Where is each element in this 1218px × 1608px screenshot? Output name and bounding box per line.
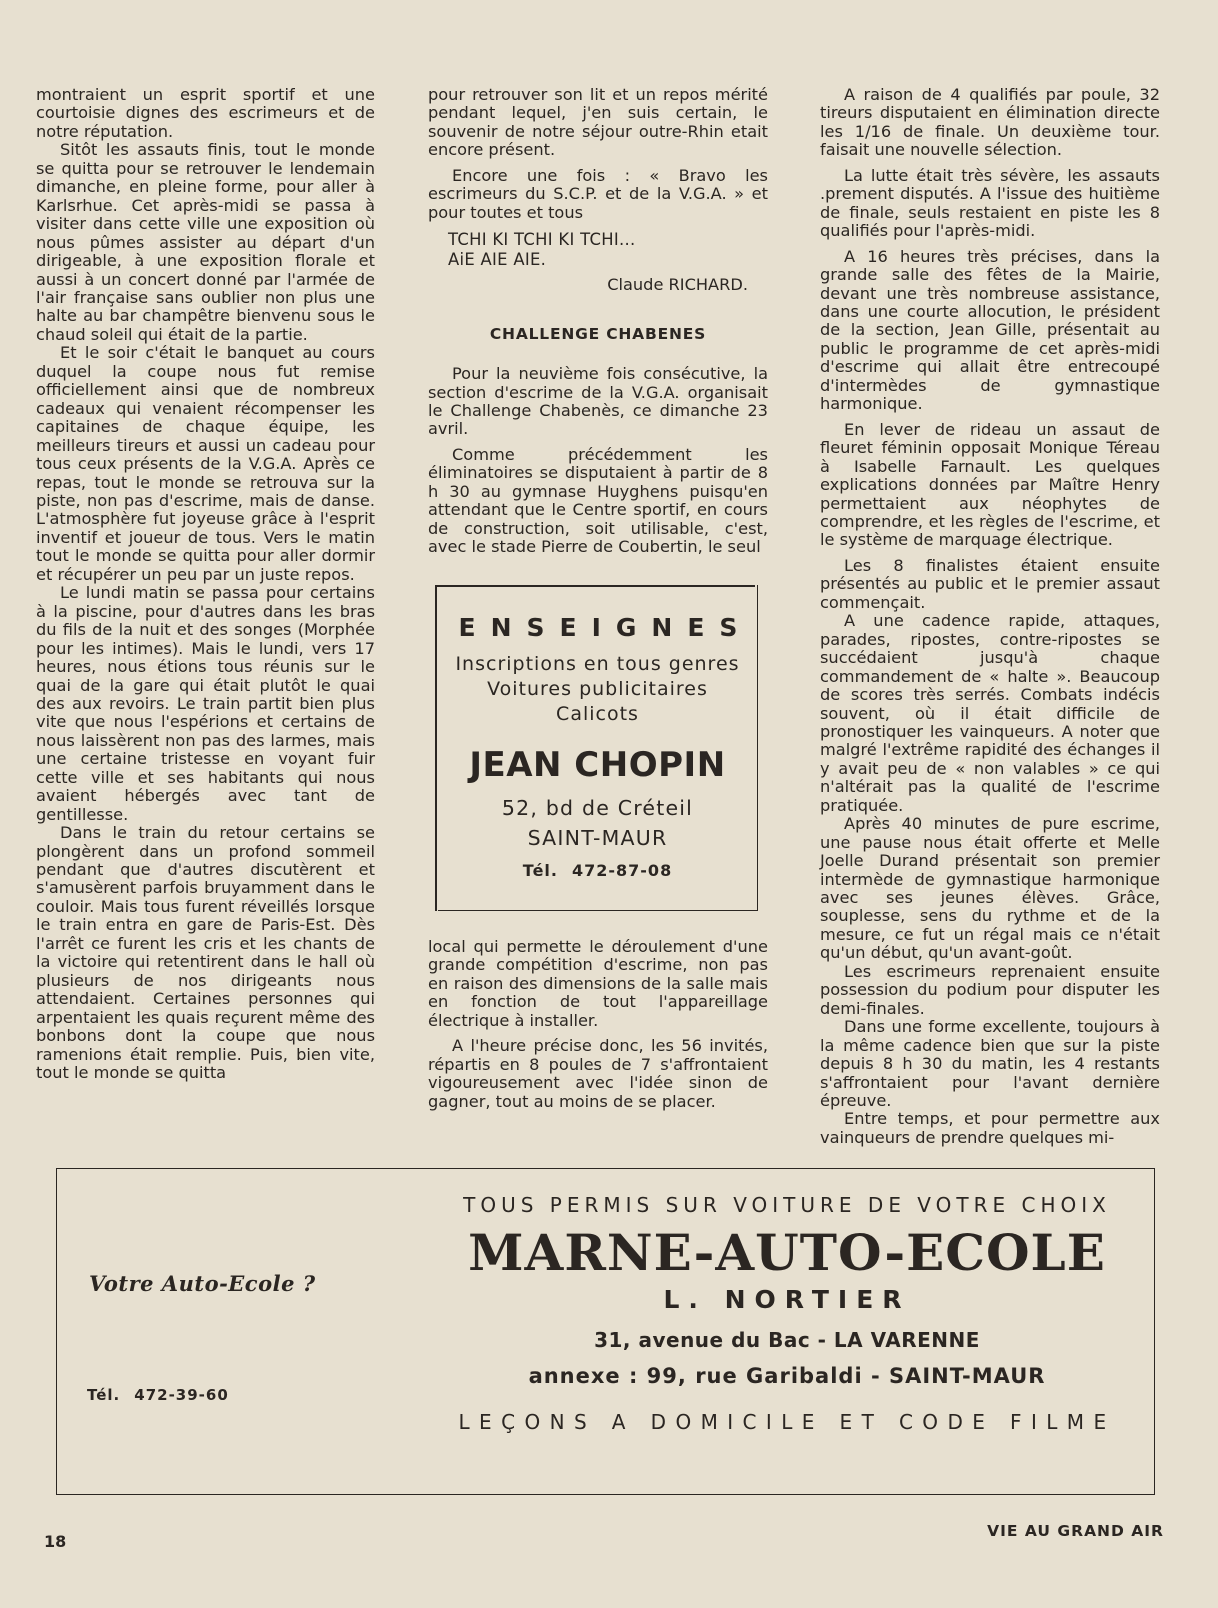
ad-address: 31, avenue du Bac - LA VARENNE xyxy=(594,1328,980,1352)
paragraph: pour retrouver son lit et un repos mérité pendant lequel, j'en suis certain, le souvenir de notre séjour outre-Rhin etait encore présent. xyxy=(428,85,768,160)
article-column-2-bottom xyxy=(428,938,768,1111)
ad-business-name: MARNE-AUTO-ECOLE xyxy=(468,1223,1106,1282)
chant-line: AiE AIE AIE. xyxy=(448,250,547,270)
ad-line: Inscriptions en tous genres xyxy=(455,653,740,675)
ad-address: 52, bd de Créteil xyxy=(501,796,694,820)
paragraph: montraient un esprit sportif et une courtoisie dignes des escrimeurs et de notre réputation. xyxy=(36,85,375,141)
ad-tagline: TOUS PERMIS SUR VOITURE DE VOTRE CHOIX xyxy=(463,1193,1111,1217)
author-signature: Claude RICHARD. xyxy=(607,275,748,295)
phone-label: Tél. xyxy=(87,1386,121,1404)
running-footer-title: VIE AU GRAND AIR xyxy=(987,1522,1164,1540)
paragraph: A 16 heures très précises, dans la grande salle des fêtes de la Mairie, devant une très nombreuse assistance, dans une courte allocution, le président de la section, Jean Gille, présentait au public le programme de cet après-midi d'escrime qui allait être entrecoupé d'intermèdes de gymnastique harmonique. xyxy=(820,246,1160,414)
advertisement-enseignes xyxy=(438,585,758,911)
advertisement-auto-ecole xyxy=(56,1168,1155,1495)
paragraph: Encore une fois : « Bravo les escrimeurs du S.C.P. et de la V.G.A. » et pour toutes et tous xyxy=(428,165,768,222)
ad-line: Calicots xyxy=(556,703,639,725)
page-number: 18 xyxy=(44,1532,67,1551)
paragraph: Après 40 minutes de pure escrime, une pause nous était offerte et Melle Joelle Durand présentait son premier intermède de gymnastique harmonique avec ses jeunes élèves. Grâce, souplesse, sens du rythme et de la mesure, ce fut un régal mais ce n'était qu'un début, qu'un avant-goût. xyxy=(820,814,1160,963)
paragraph: Les 8 finalistes étaient ensuite présentés au public et le premier assaut commençait. xyxy=(820,555,1160,612)
paragraph: Comme précédemment les éliminatoires se disputaient à partir de 8 h 30 au gymnase Huyghens puisqu'en attendant que le Centre sportif, en cours de construction, soit utilisable, c'est, avec le stade Pierre de Coubertin, le seul xyxy=(428,444,768,557)
ad-annex-address: annexe : 99, rue Garibaldi - SAINT-MAUR xyxy=(528,1364,1046,1388)
ad-footer-line: LEÇONS A DOMICILE ET CODE FILME xyxy=(458,1410,1116,1434)
paragraph: Et le soir c'était le banquet au cours duquel la coupe nous fut remise officiellement ainsi que de nombreux cadeaux qui venaient récompenser les capitaines de chaque équipe, les meilleurs tireurs et aussi un cadeau pour tous ceux présents de la V.G.A. Après ce repas, tout le monde se retrouva sur la piste, non pas d'escrime, mais de danse. L'atmosphère fut joyeuse grâce à l'esprit inventif et joueur de tous. Vers le matin tout le monde se quitta pour aller dormir et récupérer un peu par un juste repos. xyxy=(36,343,375,584)
phone-label: Tél. xyxy=(522,861,558,880)
paragraph: Pour la neuvième fois consécutive, la section d'escrime de la V.G.A. organisait le Challenge Chabenès, ce dimanche 23 avril. xyxy=(428,364,768,439)
paragraph: Entre temps, et pour permettre aux vainqueurs de prendre quelques mi- xyxy=(820,1109,1160,1147)
section-heading: CHALLENGE CHABENES xyxy=(489,324,707,343)
paragraph: Les escrimeurs reprenaient ensuite possession du podium pour disputer les demi-finales. xyxy=(820,961,1160,1018)
ad-city: SAINT-MAUR xyxy=(527,826,668,850)
chant-line: TCHI KI TCHI KI TCHI... xyxy=(448,230,636,250)
ad-phone xyxy=(87,1386,229,1404)
phone-number: 472-39-60 xyxy=(134,1386,229,1404)
paragraph: En lever de rideau un assaut de fleuret féminin opposait Monique Téreau à Isabelle Farnault. Les quelques explications données par Maître Henry permettaient aux néophytes de comprendre, et les règles de l'escrime, et le système de marquage électrique. xyxy=(820,419,1160,550)
ad-phone xyxy=(438,861,757,880)
ad-border xyxy=(435,587,437,911)
paragraph: A une cadence rapide, attaques, parades, ripostes, contre-ripostes se succédaient jusqu'à chaque commandement de « halte ». Beaucoup de scores très serrés. Combats indécis souvent, où il était difficile de pronostiquer les vainqueurs. A noter que malgré l'extrême rapidité des échanges il y avait peu de « non valables » ce qui n'altérait pas la qualité de l'escrime pratiquée. xyxy=(820,611,1160,815)
phone-number: 472-87-08 xyxy=(571,861,673,880)
ad-question: Votre Auto-Ecole ? xyxy=(89,1271,316,1296)
article-column-1 xyxy=(36,86,375,1082)
ad-line: Voitures publicitaires xyxy=(487,678,708,700)
ad-main-block xyxy=(427,1169,1147,1434)
ad-owner: L. NORTIER xyxy=(663,1285,911,1314)
ad-business-name: JEAN CHOPIN xyxy=(469,745,726,785)
ad-title: ENSEIGNES xyxy=(458,613,753,642)
paragraph: La lutte était très sévère, les assauts .prement disputés. A l'issue des huitième de finale, seuls restaient en piste les 8 qualifiés pour l'après-midi. xyxy=(820,165,1160,241)
paragraph: Dans une forme excellente, toujours à la même cadence bien que sur la piste depuis 8 h 30 du matin, les 4 restants s'affrontaient pour l'avant dernière épreuve. xyxy=(820,1017,1160,1111)
paragraph: Le lundi matin se passa pour certains à la piscine, pour d'autres dans les bras du fils de la nuit et des songes (Morphée pour les intimes). Mais le lundi, vers 17 heures, nous étions tous réunis sur le quai de la gare qui était plutôt le quai des aux revoirs. Le train partit bien plus vite que nous l'espérions et certains de nous laissèrent non pas des larmes, mais une certaine tristesse en voyant fuir cette ville et ses habitants qui nous avaient hébergés avec tant de gentillesse. xyxy=(36,583,375,824)
article-column-3 xyxy=(820,86,1160,1147)
paragraph: Sitôt les assauts finis, tout le monde se quitta pour se retrouver le lendemain dimanche, en pleine forme, pour aller à Karlsrhue. Cet après-midi se passa à visiter dans cette ville une exposition où nous pûmes assister au départ d'un dirigeable, à une exposition florale et aussi à un concert donné par l'armée de l'air française sans oublier non plus une halte au bar champêtre bienvenu sous le chaud soleil qui était de la partie. xyxy=(36,140,375,344)
paragraph: A l'heure précise donc, les 56 invités, répartis en 8 poules de 7 s'affrontaient vigoureusement avec l'idée sinon de gagner, tout au moins de se placer. xyxy=(428,1036,768,1111)
paragraph: Dans le train du retour certains se plongèrent dans un profond sommeil pendant que d'autres discutèrent et s'amusèrent parfois bruyamment dans le couloir. Mais tous furent réveillés lorsque le train entra en gare de Paris-Est. Dès l'arrêt ce furent les cris et les chants de la victoire qui retentirent dans le hall où plusieurs de nos dirigeants nous attendaient. Certaines personnes qui arpentaient les quais reçurent même des bonbons dont la coupe que nous ramenions était remplie. Puis, bien vite, tout le monde se quitta xyxy=(36,823,375,1083)
paragraph: local qui permette le déroulement d'une grande compétition d'escrime, non pas en raison des dimensions de la salle mais en fonction de tout l'appareillage électrique à installer. xyxy=(428,937,768,1030)
paragraph: A raison de 4 qualifiés par poule, 32 tireurs disputaient en élimination directe les 1/16 de finale. Un deuxième tour. faisait une nouvelle sélection. xyxy=(820,85,1160,160)
ad-border xyxy=(435,585,755,587)
article-column-2-top xyxy=(428,86,768,557)
